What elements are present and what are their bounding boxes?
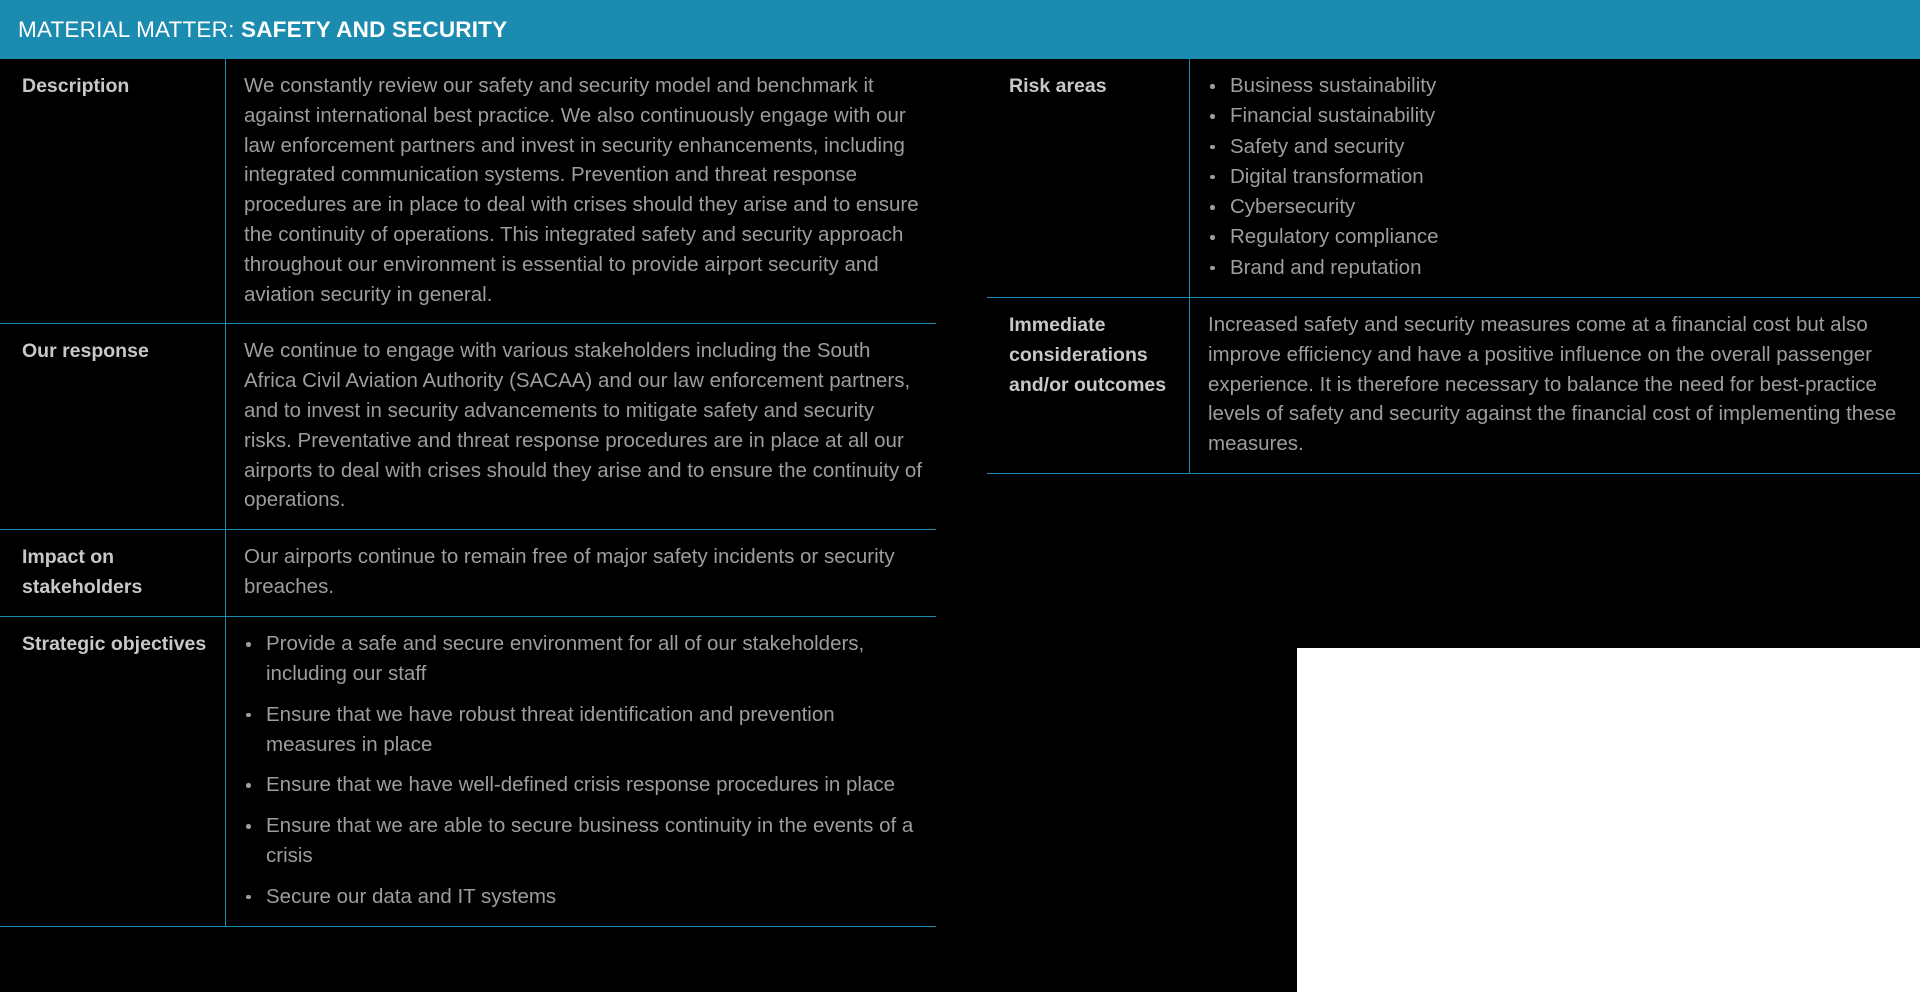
table-row-risk-areas [987,59,1920,298]
row-body-our-response [225,324,936,529]
list-item: Brand and reputation [1208,253,1908,283]
row-body-description [225,59,936,323]
row-label-strategic-objectives: Strategic objectives [22,633,207,656]
risk-areas-list [1208,71,1908,283]
description-text: We constantly review our safety and security model and benchmark it against international best practice. We also continuously engage with our law enforcement partners and invest in security enhancements, including integrated communication systems. Prevention and threat response procedures are in place to deal with crises should they arise and to ensure the continuity of operations. This integrated safety and security approach throughout our environment is essential to provide airport security and aviation security in general. [244,74,919,306]
row-label-immediate-considerations: Immediate considerations and/or outcomes [1009,314,1167,397]
list-item: Financial sustainability [1208,101,1908,131]
list-item: Safety and security [1208,132,1908,162]
row-body-impact-on-stakeholders [225,530,936,616]
row-label-impact-on-stakeholders: Impact on stakeholders [22,546,143,599]
page-title-lead: MATERIAL MATTER: [18,16,241,42]
list-item: Digital transformation [1208,162,1908,192]
list-item: Regulatory compliance [1208,222,1908,252]
table-row-impact-on-stakeholders [0,530,936,617]
row-body-risk-areas [1189,59,1920,297]
table-row-our-response [0,324,936,530]
row-label-risk-areas: Risk areas [1009,75,1107,97]
row-label-our-response: Our response [22,340,149,363]
list-item: Ensure that we have well-defined crisis response procedures in place [244,770,924,800]
list-item: Ensure that we are able to secure business continuity in the events of a crisis [244,811,924,871]
list-item: Business sustainability [1208,71,1908,101]
blank-white-panel [1297,648,1920,992]
immediate-considerations-text: Increased safety and security measures come at a financial cost but also improve efficiency and have a positive influence on the overall passenger experience. It is therefore necessary to balance the need for best-practice levels of safety and security against the financial cost of implementing these measures. [1208,313,1897,456]
list-item: Secure our data and IT systems [244,882,924,912]
row-label-description: Description [22,75,130,97]
strategic-objectives-list [244,629,924,911]
list-item: Ensure that we have robust threat identification and prevention measures in place [244,700,924,760]
header-bar [0,0,1920,59]
row-body-immediate-considerations [1189,298,1920,473]
right-column-table [987,59,1920,474]
table-row-strategic-objectives [0,617,936,926]
our-response-text: We continue to engage with various stakeholders including the South Africa Civil Aviation Authority (SACAA) and our law enforcement partners, and to invest in security advancements to mitigate safety and security risks. Preventative and threat response procedures are in place at all our airports to deal with crises should they arise and to ensure the continuity of operations. [244,339,923,512]
page-title-emphasis: SAFETY AND SECURITY [241,16,508,42]
table-row-description [0,59,936,324]
list-item: Cybersecurity [1208,192,1908,222]
page-title [0,17,507,43]
left-column-table [0,59,936,927]
row-body-strategic-objectives [225,617,936,925]
table-row-immediate-considerations [987,298,1920,474]
impact-on-stakeholders-text: Our airports continue to remain free of major safety incidents or security breaches. [244,545,895,598]
list-item: Provide a safe and secure environment for all of our stakeholders, including our staff [244,629,924,689]
